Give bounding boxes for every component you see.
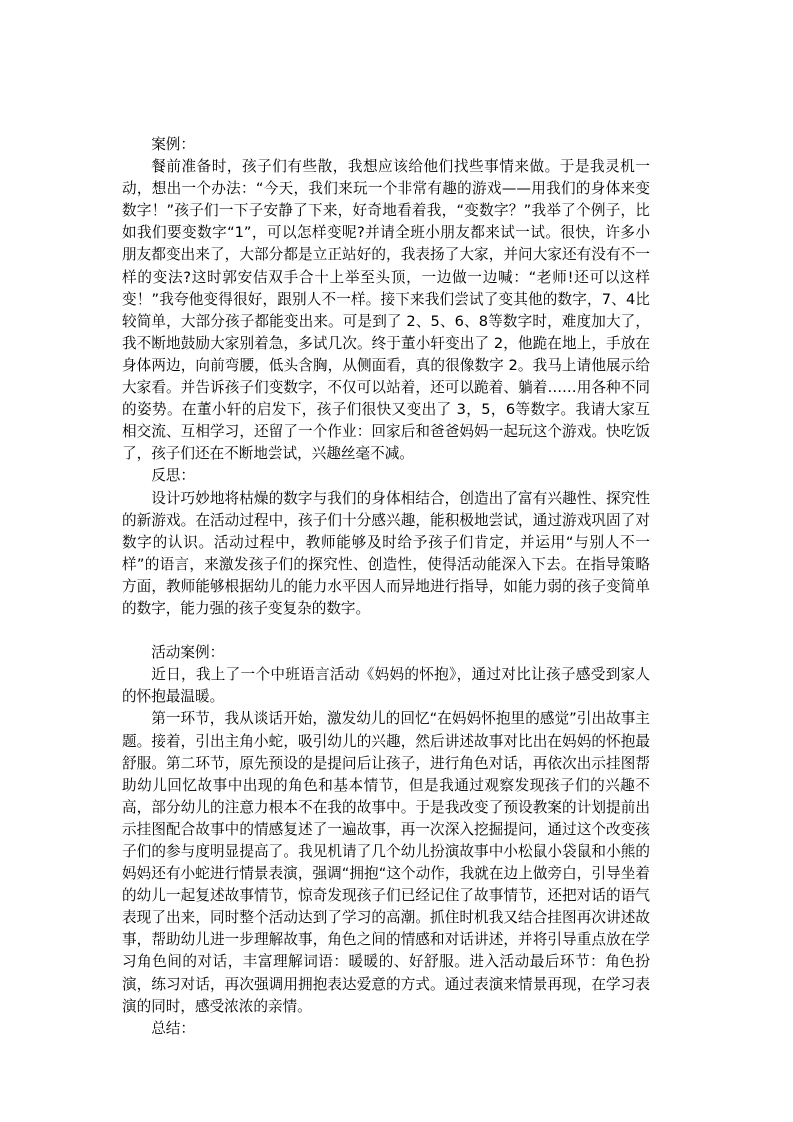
activity-paragraph: 第一环节，我从谈话开始，激发幼儿的回忆“在妈妈怀抱里的感觉”引出故事主题。接着，引出主角小蛇，吸引幼儿的兴趣，然后讲述故事对比出在妈妈的怀抱最舒服。第二环节，原先预设的是提问后让孩子，进行角色对话，再依次出示挂图帮助幼儿回忆故事中出现的角色和基本情节，但是我通过观察发现孩子们的兴趣不高，部分幼儿的注意力根本不在我的故事中。于是我改变了预设教案的计划提前出示挂图配合故事中的情感复述了一遍故事，再一次深入挖掘提问，通过这个改变孩子们的参与度明显提高了。我见机请了几个幼儿扮演故事中小松鼠小袋鼠和小熊的妈妈还有小蛇进行情景表演，强调“拥抱“这个动作，我就在边上做旁白，引导坐着的幼儿一起复述故事情节，惊奇发现孩子们已经记住了故事情节，还把对话的语气表现了出来，同时整个活动达到了学习的高潮。抓住时机我又结合挂图再次讲述故事，帮助幼儿进一步理解故事，角色之间的情感和对话讲述，并将引导重点放在学习角色间的对话，丰富理解词语：暖暖的、好舒服。进入活动最后环节：角色扮演，练习对话，再次强调用拥抱表达爱意的方式。通过表演来情景再现，在学习表演的同时，感受浓浓的亲情。 (122, 710, 650, 1015)
summary-heading: 总结： (151, 1019, 195, 1037)
case-heading: 案例： (151, 136, 195, 153)
document-page (122, 134, 650, 1040)
blank-line (122, 620, 650, 642)
reflection-paragraph: 设计巧妙地将枯燥的数字与我们的身体相结合，创造出了富有兴趣性、探究性的新游戏。在活动过程中，孩子们十分感兴趣，能积极地尝试，通过游戏巩固了对数字的认识。活动过程中，教师能够及时给予孩子们肯定，并运用“与别人不一样”的语言，来激发孩子们的探究性、创造性，使得活动能深入下去。在指导策略方面，教师能够根据幼儿的能力水平因人而异地进行指导，如能力弱的孩子变简单的数字，能力强的孩子变复杂的数字。 (122, 489, 650, 617)
reflection-heading: 反思： (151, 467, 195, 485)
activity-heading: 活动案例： (151, 644, 225, 662)
activity-intro-paragraph: 近日，我上了一个中班语言活动《妈妈的怀抱》，通过对比让孩子感受到家人的怀抱最温暖。 (122, 666, 650, 706)
case-paragraph: 餐前准备时，孩子们有些散，我想应该给他们找些事情来做。于是我灵机一动，想出一个办法：“今天，我们来玩一个非常有趣的游戏——用我们的身体来变数字！”孩子们一下子安静了下来，好奇地看着我，“变数字？”我举了个例子，比如我们要变数字“1”，可以怎样变呢?并请全班小朋友都来试一试。很快，许多小朋友都变出来了，大部分都是立正站好的，我表扬了大家，并问大家还有没有不一样的变法?这时郭安佶双手合十上举至头顶，一边做一边喊：“老师!还可以这样变！”我夸他变得很好，跟别人不一样。接下来我们尝试了变其他的数字，7、4比较简单，大部分孩子都能变出来。可是到了 2、5、6、8等数字时，难度加大了，我不断地鼓励大家别着急，多试几次。终于董小轩变出了 2，他跪在地上，手放在身体两边，向前弯腰，低头含胸，从侧面看，真的很像数字 2。我马上请他展示给大家看。并告诉孩子们变数字，不仅可以站着，还可以跪着、躺着……用各种不同的姿势。在董小轩的启发下，孩子们很快又变出了 3，5，6等数字。我请大家互相交流、互相学习，还留了一个作业：回家后和爸爸妈妈一起玩这个游戏。快吃饭了，孩子们还在不断地尝试，兴趣丝毫不减。 (122, 158, 650, 463)
